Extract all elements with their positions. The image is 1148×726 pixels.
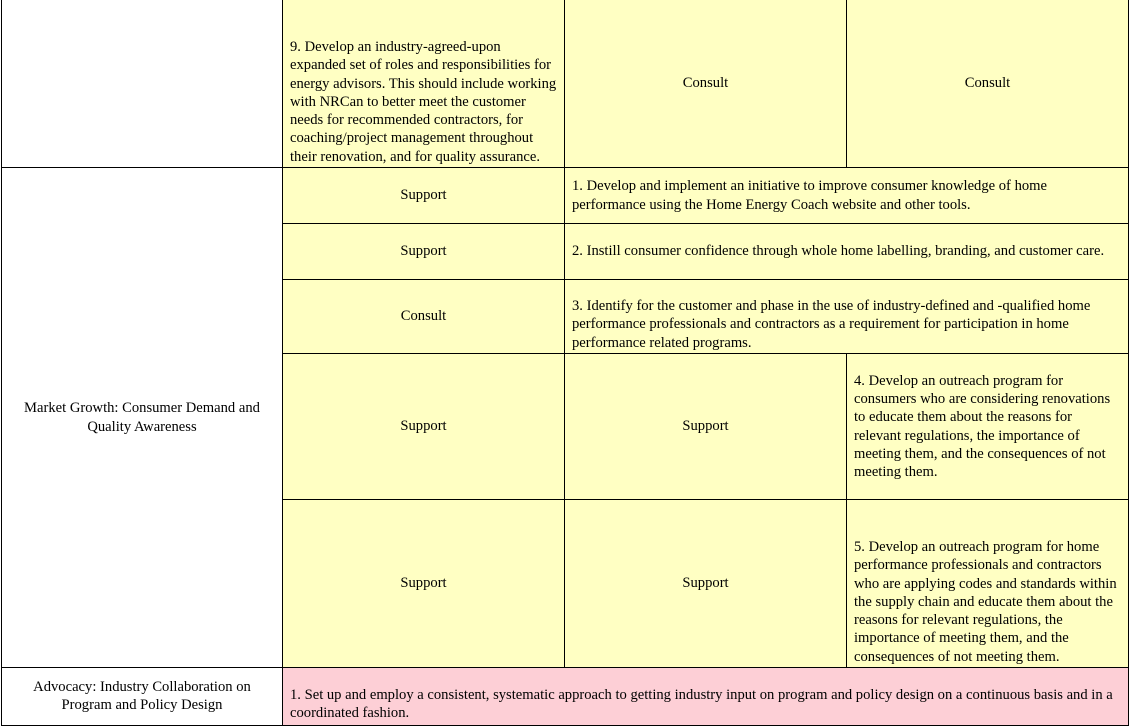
market-5-action: 5. Develop an outreach program for home performance professionals and contractors who are applying codes and standards within the supply chain and educate them about the reasons for relevant regulations, the importance of meeting them, and the consequences of not meeting them.: [847, 500, 1129, 668]
market-5-role-2: Support: [565, 500, 847, 668]
action-9-cell: 9. Develop an industry-agreed-upon expanded set of roles and responsibilities for energy advisors. This should include working with NRCan to better meet the customer needs for recommended contractors, for coaching/project management throughout their renovation, and for quality assurance.: [283, 0, 565, 168]
market-4-action: 4. Develop an outreach program for consumers who are considering renovations to educate them about the reasons for relevant regulations, the importance of meeting them, and the consequences of not meeting them.: [847, 354, 1129, 500]
table-row-advocacy: [2, 668, 1129, 726]
strategy-table: [1, 0, 1129, 726]
market-3-role: Consult: [283, 280, 565, 354]
advocacy-category: Advocacy: Industry Collaboration on Program and Policy Design: [2, 668, 283, 726]
action-9-role-consult-2: Consult: [847, 0, 1129, 168]
market-1-role: Support: [283, 168, 565, 224]
market-1-action: 1. Develop and implement an initiative to improve consumer knowledge of home performance using the Home Energy Coach website and other tools.: [565, 168, 1129, 224]
market-2-role: Support: [283, 224, 565, 280]
empty-category-cell: [2, 0, 283, 168]
market-4-role: Support: [283, 354, 565, 500]
table-row-9: [2, 0, 1129, 168]
advocacy-action: 1. Set up and employ a consistent, systematic approach to getting industry input on program and policy design on a continuous basis and in a coordinated fashion.: [283, 668, 1129, 726]
action-9-role-consult: Consult: [565, 0, 847, 168]
market-growth-category: Market Growth: Consumer Demand and Quality Awareness: [2, 168, 283, 668]
table-row-market-1: [2, 168, 1129, 224]
market-4-role-2: Support: [565, 354, 847, 500]
market-3-action: 3. Identify for the customer and phase in the use of industry-defined and -qualified home performance professionals and contractors as a requirement for participation in home performance related programs.: [565, 280, 1129, 354]
market-5-role: Support: [283, 500, 565, 668]
market-2-action: 2. Instill consumer confidence through whole home labelling, branding, and customer care.: [565, 224, 1129, 280]
